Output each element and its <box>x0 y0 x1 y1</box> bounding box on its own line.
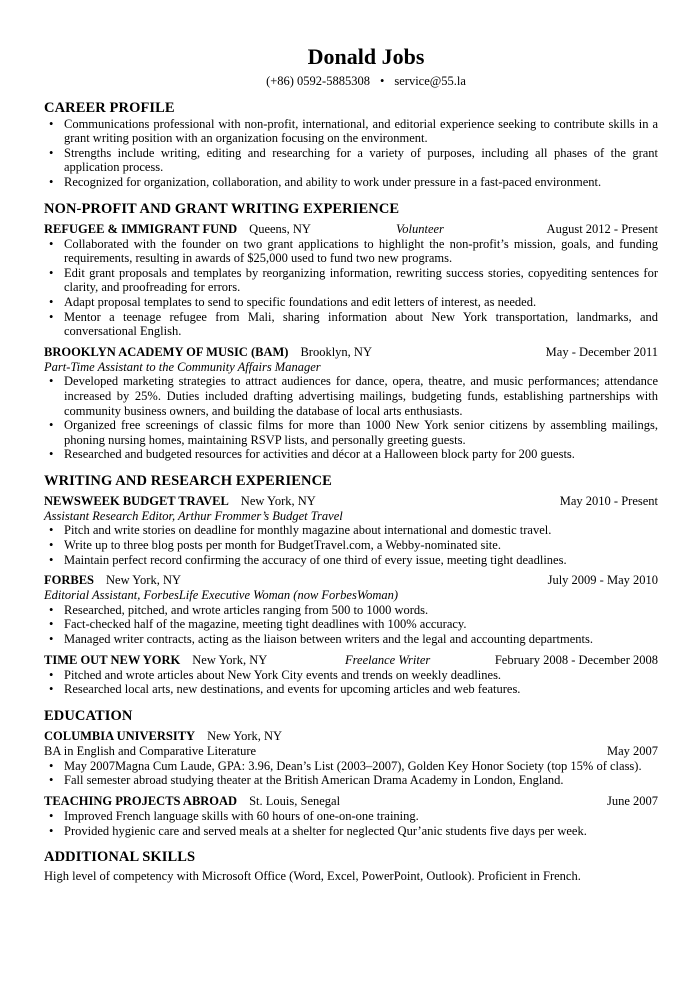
entry-bullets <box>44 523 658 567</box>
organization-location: Queens, NY <box>249 221 311 236</box>
list-item: • Strengths include writing, editing and researching for a variety of purposes, including all phases of the grant application process. <box>44 146 658 175</box>
entry-header <box>44 794 658 809</box>
date-range: May - December 2011 <box>545 344 658 359</box>
organization-name: BROOKLYN ACADEMY OF MUSIC (BAM) <box>44 344 289 359</box>
section-title-writing: WRITING AND RESEARCH EXPERIENCE <box>44 472 332 489</box>
list-item: • Pitch and write stories on deadline for monthly magazine about international and domestic travel. <box>44 523 658 538</box>
list-item: • Communications professional with non-profit, international, and editorial experience seeking to contribute skills in a grant writing position with an organization focusing on the environment. <box>44 117 658 146</box>
entry-bullets <box>44 603 658 647</box>
list-item: • Managed writer contracts, acting as the liaison between writers and the legal and accounting departments. <box>44 632 658 647</box>
section-title-education: EDUCATION <box>44 707 133 724</box>
list-item: • Edit grant proposals and templates by reorganizing information, rewriting success stories, copyediting sentences for clarity, and proofreading for errors. <box>44 266 658 295</box>
role-title: Freelance Writer <box>345 652 431 667</box>
section-title-nonprofit: NON-PROFIT AND GRANT WRITING EXPERIENCE <box>44 200 400 217</box>
entry-bullets <box>44 237 658 339</box>
entry-header <box>44 345 658 360</box>
contact-separator: • <box>379 74 385 88</box>
resume-page <box>44 44 658 884</box>
list-item: • May 2007Magna Cum Laude, GPA: 3.96, Dean’s List (2003–2007), Golden Key Honor Society (top 15% of class). <box>44 759 658 774</box>
entry-header <box>44 573 658 588</box>
date-range: August 2012 - Present <box>546 221 658 236</box>
section-title-skills: ADDITIONAL SKILLS <box>44 849 196 866</box>
skills-text: High level of competency with Microsoft Office (Word, Excel, PowerPoint, Outlook). Proficient in French. <box>44 869 581 884</box>
organization-name: TIME OUT NEW YORK <box>44 652 181 667</box>
entry-bullets <box>44 809 658 838</box>
date-range: May 2010 - Present <box>559 493 658 508</box>
list-item: • Fact-checked half of the magazine, meeting tight deadlines with 100% accuracy. <box>44 617 658 632</box>
section-title-career-profile: CAREER PROFILE <box>44 99 175 116</box>
entry-header <box>44 653 658 668</box>
date-range: February 2008 - December 2008 <box>494 652 658 667</box>
entry-header <box>44 222 658 237</box>
list-item: • Researched local arts, new destinations, and events for upcoming articles and web features. <box>44 682 658 697</box>
entry-teaching-abroad <box>44 794 658 838</box>
list-item: • Adapt proposal templates to send to specific foundations and edit letters of interest, as needed. <box>44 295 658 310</box>
organization-location: New York, NY <box>192 652 268 667</box>
organization-name: FORBES <box>44 573 95 588</box>
entry-header <box>44 729 658 744</box>
phone-number: (+86) 0592-5885308 <box>266 74 370 88</box>
degree-title: BA in English and Comparative Literature <box>44 743 257 758</box>
list-item: • Developed marketing strategies to attract audiences for dance, opera, theatre, and music performances; attendance increased by 25%. Duties included drafting advertising mailings, budgeting funds, establishing partnerships with community business owners, and building the database of local arts enthusiasts. <box>44 374 658 418</box>
entry-bullets <box>44 374 658 462</box>
list-item: • Recognized for organization, collaboration, and ability to work under pressure in a fast-paced environment. <box>44 175 658 190</box>
list-item: • Fall semester abroad studying theater at the British American Drama Academy in London, England. <box>44 773 658 788</box>
entry-forbes <box>44 573 658 646</box>
list-item: • Improved French language skills with 60 hours of one-on-one training. <box>44 809 658 824</box>
list-item: • Organized free screenings of classic films for more than 1000 New York senior citizens by assembling mailings, phoning nursing homes, maintaining RSVP lists, and personally greeting guests. <box>44 418 658 447</box>
list-item: • Researched and budgeted resources for activities and décor at a Halloween block party for 200 guests. <box>44 447 658 462</box>
date-range: May 2007 <box>606 743 658 758</box>
organization-name: REFUGEE & IMMIGRANT FUND <box>44 221 238 236</box>
organization-name: COLUMBIA UNIVERSITY <box>44 728 196 743</box>
entry-columbia <box>44 729 658 788</box>
candidate-name: Donald Jobs <box>307 44 425 69</box>
entry-bullets <box>44 759 658 788</box>
list-item: • Collaborated with the founder on two grant applications to highlight the non-profit’s mission, goals, and funding requirements, resulting in awards of $25,000 used to fund two new programs. <box>44 237 658 266</box>
organization-location: New York, NY <box>106 573 182 588</box>
organization-name: NEWSWEEK BUDGET TRAVEL <box>44 493 229 508</box>
organization-location: New York, NY <box>207 728 283 743</box>
date-range: June 2007 <box>606 794 658 808</box>
organization-name: TEACHING PROJECTS ABROAD <box>44 794 238 808</box>
entry-bullets <box>44 668 658 697</box>
entry-newsweek <box>44 494 658 567</box>
role-title: Editorial Assistant, ForbesLife Executive Woman (now ForbesWoman) <box>44 588 399 603</box>
role-title: Part-Time Assistant to the Community Affairs Manager <box>44 359 321 374</box>
contact-line <box>44 74 658 89</box>
list-item: • Researched, pitched, and wrote articles ranging from 500 to 1000 words. <box>44 603 658 618</box>
organization-location: Brooklyn, NY <box>300 344 372 359</box>
list-item: • Maintain perfect record confirming the accuracy of one third of every issue, meeting tight deadlines. <box>44 553 658 568</box>
email-address: service@55.la <box>394 74 466 88</box>
entry-bam <box>44 345 658 462</box>
role-title: Volunteer <box>396 221 444 236</box>
date-range: July 2009 - May 2010 <box>547 573 658 588</box>
entry-timeout <box>44 653 658 697</box>
degree-line <box>44 744 658 759</box>
list-item: • Pitched and wrote articles about New York City events and trends on weekly deadlines. <box>44 668 658 683</box>
entry-header <box>44 494 658 509</box>
organization-location: St. Louis, Senegal <box>249 794 341 808</box>
organization-location: New York, NY <box>240 493 316 508</box>
list-item: • Provided hygienic care and served meals at a shelter for neglected Qur’anic students five days per week. <box>44 824 658 839</box>
entry-refugee-fund <box>44 222 658 339</box>
list-item: • Mentor a teenage refugee from Mali, sharing information about New York transportation, landmarks, and conversational English. <box>44 310 658 339</box>
career-profile-list <box>44 117 658 190</box>
role-title: Assistant Research Editor, Arthur Frommer’s Budget Travel <box>44 508 343 523</box>
list-item: • Write up to three blog posts per month for BudgetTravel.com, a Webby-nominated site. <box>44 538 658 553</box>
